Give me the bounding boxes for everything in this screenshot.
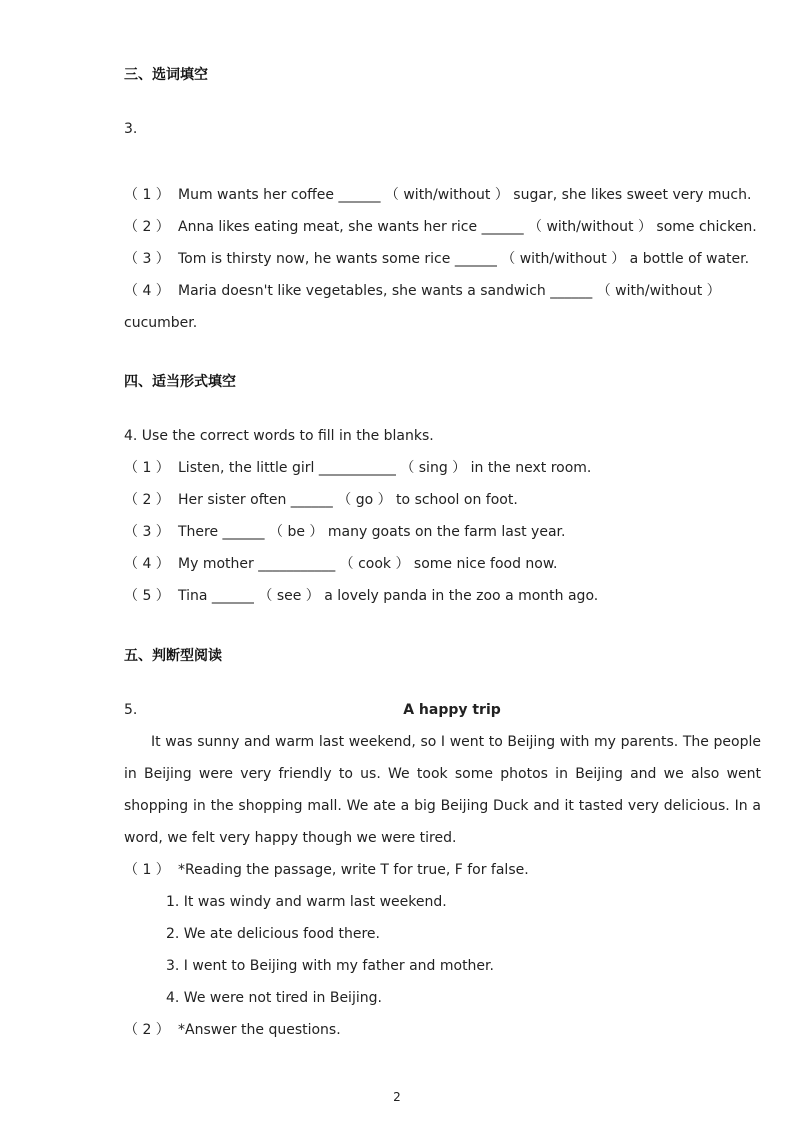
page-number: 2 <box>393 1090 401 1104</box>
statement-1: 1. It was windy and warm last weekend. <box>166 894 447 910</box>
statement-3: 3. I went to Beijing with my father and mother. <box>166 958 494 974</box>
s3-item-2-text: Anna likes eating meat, she wants her rice ______ （ with/without ） some chicken. <box>178 219 757 235</box>
s3-item-4-text: Maria doesn't like vegetables, she wants a sandwich ______ （ with/without ） <box>178 283 721 299</box>
question-4-instruction: 4. Use the correct words to fill in the blanks. <box>124 428 434 444</box>
passage-title: A happy trip <box>403 702 501 718</box>
s3-item-4-number: （ 4 ） <box>124 283 170 299</box>
section-3-heading: 三、选词填空 <box>124 67 208 83</box>
s4-item-4-number: （ 4 ） <box>124 556 170 572</box>
s4-item-2-text: Her sister often ______ （ go ） to school on foot. <box>178 492 518 508</box>
s3-item-3-text: Tom is thirsty now, he wants some rice ______ （ with/without ） a bottle of water. <box>178 251 750 267</box>
s3-item-1-text: Mum wants her coffee ______ （ with/without ） sugar, she likes sweet very much. <box>178 187 752 203</box>
s5-part-2-number: （ 2 ） <box>124 1022 170 1038</box>
s5-part-1-text: *Reading the passage, write T for true, F for false. <box>178 862 529 878</box>
s3-item-2-number: （ 2 ） <box>124 219 170 235</box>
statement-4: 4. We were not tired in Beijing. <box>166 990 382 1006</box>
section-5-heading: 五、判断型阅读 <box>124 648 222 664</box>
question-5-number: 5. <box>124 702 138 718</box>
s4-item-5-number: （ 5 ） <box>124 588 170 604</box>
s5-part-2-text: *Answer the questions. <box>178 1022 341 1038</box>
section-4-heading: 四、适当形式填空 <box>124 374 236 390</box>
s3-item-1-number: （ 1 ） <box>124 187 170 203</box>
s5-part-1-number: （ 1 ） <box>124 862 170 878</box>
s4-item-4-text: My mother ___________ （ cook ） some nice food now. <box>178 556 558 572</box>
s4-item-3-text: There ______ （ be ） many goats on the farm last year. <box>178 524 566 540</box>
s4-item-1-number: （ 1 ） <box>124 460 170 476</box>
statement-2: 2. We ate delicious food there. <box>166 926 380 942</box>
s4-item-5-text: Tina ______ （ see ） a lovely panda in the zoo a month ago. <box>178 588 599 604</box>
s4-item-1-text: Listen, the little girl ___________ （ sing ） in the next room. <box>178 460 592 476</box>
s4-item-2-number: （ 2 ） <box>124 492 170 508</box>
s3-item-4-continuation: cucumber. <box>124 315 198 331</box>
s4-item-3-number: （ 3 ） <box>124 524 170 540</box>
s3-item-3-number: （ 3 ） <box>124 251 170 267</box>
question-3-number: 3. <box>124 121 138 137</box>
reading-passage: It was sunny and warm last weekend, so I went to Beijing with my parents. The people in Beijing were very friendly to us. We took some photos in Beijing and we also went shopping in the shopping mall. We ate a big Beijing Duck and it tasted very delicious. In a word, we felt very happy though we were tired. <box>124 734 761 846</box>
